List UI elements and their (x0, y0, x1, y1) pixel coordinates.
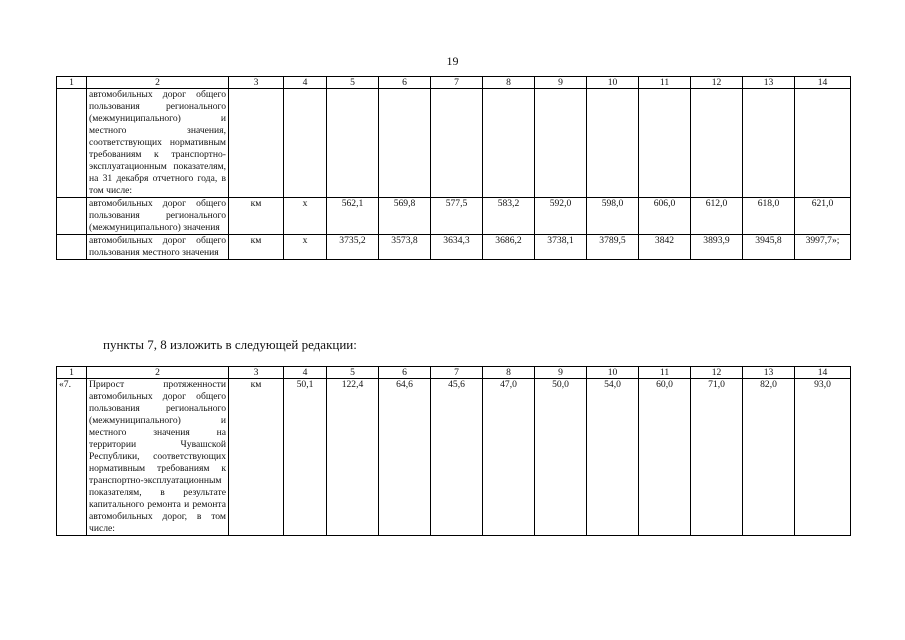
value-cell: 50,0 (535, 379, 587, 536)
row-number-cell: «7. (57, 379, 87, 536)
column-header: 5 (327, 367, 379, 379)
value-cell: 612,0 (691, 198, 743, 235)
column-header: 2 (87, 77, 229, 89)
row-number-cell (57, 198, 87, 235)
value-cell: 3893,9 (691, 235, 743, 260)
column-header: 14 (795, 77, 851, 89)
value-cell: 569,8 (379, 198, 431, 235)
value-cell: 3735,2 (327, 235, 379, 260)
value-cell: х (284, 235, 327, 260)
value-cell (743, 89, 795, 198)
amendment-instruction: пункты 7, 8 изложить в следующей редакции: (103, 337, 357, 352)
row-number-cell (57, 235, 87, 260)
value-cell: 562,1 (327, 198, 379, 235)
column-header: 13 (743, 367, 795, 379)
indicator-name-cell: Прирост протяженности автомобильных дорог общего пользования регионального (межмуниципального) и местного значения на территории Чувашской Республики, соответствующих нормативным требованиям к транспортно-эксплуатационным показателям, в результате капитального ремонта и ремонта автомобильных дорог, в том числе: (87, 379, 229, 536)
value-cell: 621,0 (795, 198, 851, 235)
column-header: 2 (87, 367, 229, 379)
page-number: 19 (446, 54, 459, 68)
value-cell: 618,0 (743, 198, 795, 235)
value-cell: 3573,8 (379, 235, 431, 260)
column-header: 4 (284, 77, 327, 89)
value-cell (284, 89, 327, 198)
unit-cell (229, 89, 284, 198)
column-header: 11 (639, 77, 691, 89)
value-cell: 64,6 (379, 379, 431, 536)
column-header: 10 (587, 77, 639, 89)
value-cell (535, 89, 587, 198)
value-cell: 598,0 (587, 198, 639, 235)
value-cell: 606,0 (639, 198, 691, 235)
value-cell: х (284, 198, 327, 235)
column-header: 8 (483, 367, 535, 379)
value-cell: 71,0 (691, 379, 743, 536)
column-header: 9 (535, 77, 587, 89)
column-header: 3 (229, 367, 284, 379)
column-header: 8 (483, 77, 535, 89)
value-cell: 3738,1 (535, 235, 587, 260)
value-cell (587, 89, 639, 198)
column-header: 1 (57, 77, 87, 89)
column-header: 10 (587, 367, 639, 379)
value-cell (795, 89, 851, 198)
value-cell (431, 89, 483, 198)
value-cell: 3842 (639, 235, 691, 260)
column-header: 4 (284, 367, 327, 379)
column-header: 14 (795, 367, 851, 379)
column-header: 7 (431, 77, 483, 89)
column-header: 6 (379, 77, 431, 89)
table-row (57, 198, 851, 235)
value-cell (379, 89, 431, 198)
value-cell: 82,0 (743, 379, 795, 536)
column-header-row (57, 77, 851, 89)
column-header: 12 (691, 367, 743, 379)
value-cell: 3634,3 (431, 235, 483, 260)
table-row (57, 235, 851, 260)
row-number-cell (57, 89, 87, 198)
value-cell: 577,5 (431, 198, 483, 235)
indicators-table-amended (56, 366, 851, 536)
table-row (57, 89, 851, 198)
value-cell (483, 89, 535, 198)
indicator-name-cell: автомобильных дорог общего пользования регионального (межмуниципального) и местного значения, соответствующих нормативным требованиям к транспортно-эксплуатационным показателям, на 31 декабря отчетного года, в том числе: (87, 89, 229, 198)
table-row (57, 379, 851, 536)
value-cell: 50,1 (284, 379, 327, 536)
value-cell: 45,6 (431, 379, 483, 536)
value-cell: 583,2 (483, 198, 535, 235)
value-cell: 592,0 (535, 198, 587, 235)
value-cell: 47,0 (483, 379, 535, 536)
value-cell (327, 89, 379, 198)
value-cell: 122,4 (327, 379, 379, 536)
value-cell: 60,0 (639, 379, 691, 536)
indicator-name-cell: автомобильных дорог общего пользования местного значения (87, 235, 229, 260)
column-header: 1 (57, 367, 87, 379)
column-header: 11 (639, 367, 691, 379)
value-cell: 3997,7»; (795, 235, 851, 260)
value-cell: 54,0 (587, 379, 639, 536)
unit-cell: км (229, 235, 284, 260)
value-cell: 3686,2 (483, 235, 535, 260)
value-cell: 3945,8 (743, 235, 795, 260)
indicators-table-continued (56, 76, 851, 260)
value-cell: 93,0 (795, 379, 851, 536)
column-header: 5 (327, 77, 379, 89)
column-header: 3 (229, 77, 284, 89)
value-cell: 3789,5 (587, 235, 639, 260)
column-header-row (57, 367, 851, 379)
column-header: 9 (535, 367, 587, 379)
indicator-name-cell: автомобильных дорог общего пользования регионального (межмуниципального) значения (87, 198, 229, 235)
unit-cell: км (229, 198, 284, 235)
value-cell (639, 89, 691, 198)
column-header: 13 (743, 77, 795, 89)
column-header: 7 (431, 367, 483, 379)
column-header: 12 (691, 77, 743, 89)
unit-cell: км (229, 379, 284, 536)
value-cell (691, 89, 743, 198)
column-header: 6 (379, 367, 431, 379)
